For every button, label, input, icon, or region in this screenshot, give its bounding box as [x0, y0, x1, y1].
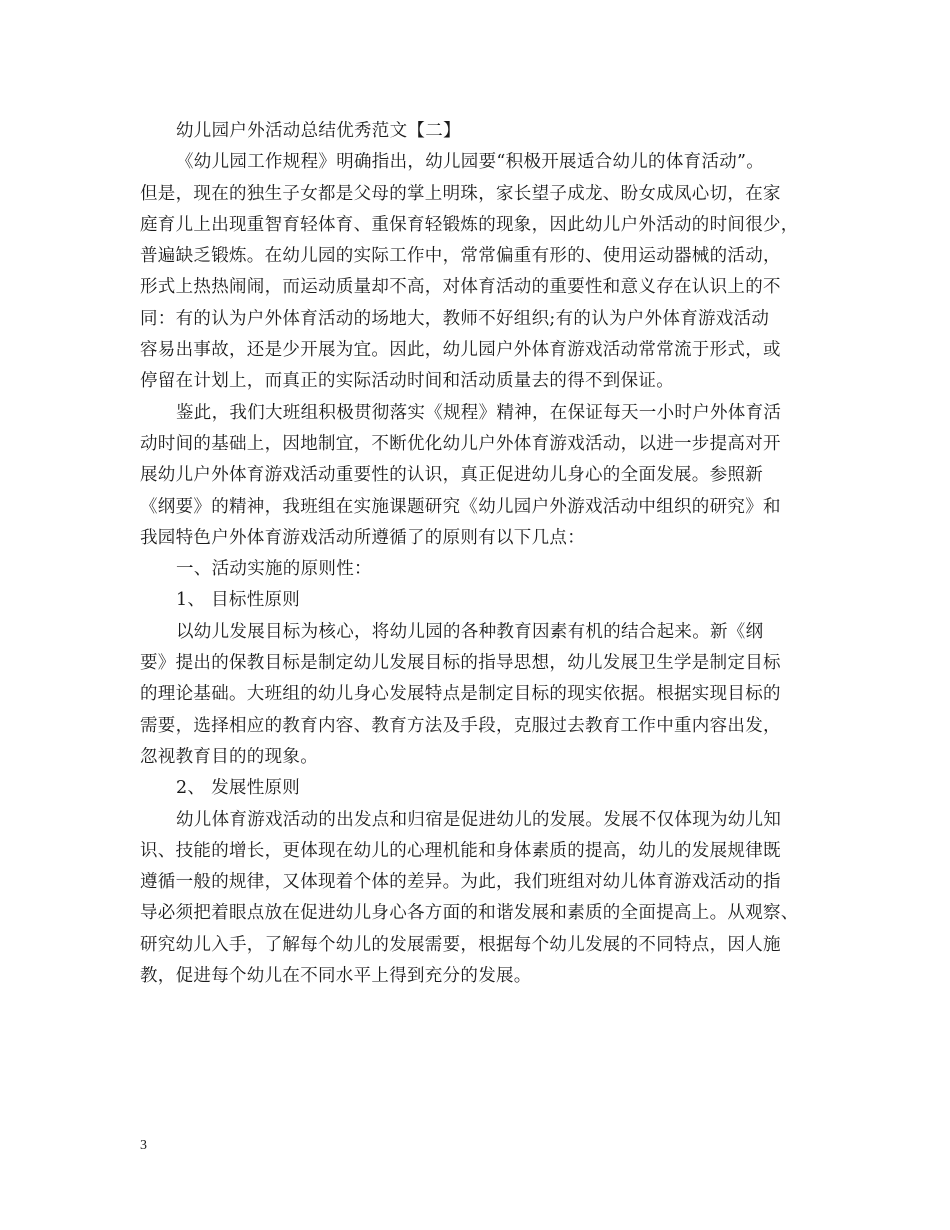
subsection-heading: 2、 发展性原则 [176, 778, 301, 799]
page-number: 3 [140, 1138, 147, 1153]
paragraph-line: 识、技能的增长，更体现在幼儿的心理机能和身体素质的提高，幼儿的发展规律既 [140, 840, 781, 861]
paragraph-line: 普遍缺乏锻炼。在幼儿园的实际工作中，常常偏重有形的、使用运动器械的活动， [140, 246, 781, 267]
paragraph-line: 的理论基础。大班组的幼儿身心发展特点是制定目标的现实依据。根据实现目标的 [140, 684, 781, 705]
paragraph-line: 忽视教育目的的现象。 [140, 746, 318, 767]
paragraph-line: 《纲要》的精神，我班组在实施课题研究《幼儿园户外游戏活动中组织的研究》和 [140, 496, 781, 517]
paragraph-line: 鉴此，我们大班组积极贯彻落实《规程》精神，在保证每天一小时户外体育活 [176, 402, 782, 423]
paragraph-line: 同：有的认为户外体育活动的场地大，教师不好组织;有的认为户外体育游戏活动 [140, 308, 770, 329]
paragraph-line: 庭育儿上出现重智育轻体育、重保育轻锻炼的现象，因此幼儿户外活动的时间很少， [140, 214, 799, 235]
paragraph-line: 展幼儿户外体育游戏活动重要性的认识，真正促进幼儿身心的全面发展。参照新 [140, 465, 763, 486]
paragraph-line: 容易出事故，还是少开展为宜。因此，幼儿园户外体育游戏活动常常流于形式，或 [140, 340, 781, 361]
paragraph-line: 停留在计划上，而真正的实际活动时间和活动质量去的得不到保证。 [140, 371, 674, 392]
paragraph-line: 研究幼儿入手，了解每个幼儿的发展需要，根据每个幼儿发展的不同特点，因人施 [140, 934, 781, 955]
paragraph-line: 我园特色户外体育游戏活动所遵循了的原则有以下几点： [140, 527, 585, 548]
paragraph-line: 要》提出的保教目标是制定幼儿发展目标的指导思想，幼儿发展卫生学是制定目标 [140, 653, 781, 674]
paragraph-line: 《幼儿园工作规程》明确指出，幼儿园要“积极开展适合幼儿的体育活动”。 [176, 152, 765, 173]
document-title: 幼儿园户外活动总结优秀范文【二】 [176, 121, 461, 141]
paragraph-line: 幼儿体育游戏活动的出发点和归宿是促进幼儿的发展。发展不仅体现为幼儿知 [176, 809, 782, 830]
paragraph-line: 但是，现在的独生子女都是父母的掌上明珠，家长望子成龙、盼女成凤心切，在家 [140, 183, 781, 204]
paragraph-line: 以幼儿发展目标为核心，将幼儿园的各种教育因素有机的结合起来。新《纲 [176, 621, 764, 642]
paragraph-line: 遵循一般的规律，又体现着个体的差异。为此，我们班组对幼儿体育游戏活动的指 [140, 872, 781, 893]
paragraph-line: 导必须把着眼点放在促进幼儿身心各方面的和谐发展和素质的全面提高上。从观察、 [140, 903, 799, 924]
section-heading: 一、活动实施的原则性： [176, 559, 372, 580]
paragraph-line: 形式上热热闹闹，而运动质量却不高，对体育活动的重要性和意义存在认识上的不 [140, 277, 781, 298]
subsection-heading: 1、 目标性原则 [176, 590, 301, 611]
paragraph-line: 动时间的基础上，因地制宜，不断优化幼儿户外体育游戏活动，以进一步提高对开 [140, 433, 781, 454]
paragraph-line: 教，促进每个幼儿在不同水平上得到充分的发展。 [140, 966, 532, 987]
document-body [140, 116, 820, 992]
paragraph-line: 需要，选择相应的教育内容、教育方法及手段，克服过去教育工作中重内容出发， [140, 715, 781, 736]
